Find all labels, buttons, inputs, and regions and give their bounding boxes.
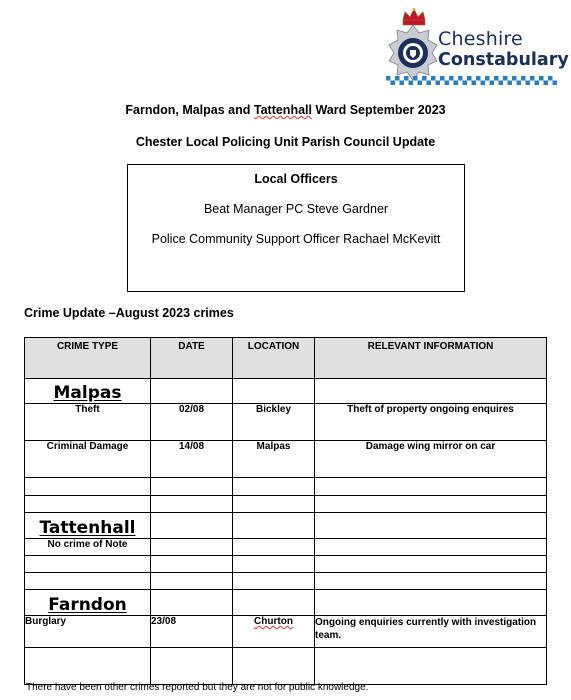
logo-line-1: Cheshire (438, 28, 523, 50)
date-cell: 14/08 (151, 441, 233, 478)
empty-row (25, 556, 547, 573)
area-label-farndon: Farndon (48, 595, 127, 615)
pcso: Police Community Support Officer Rachael McKevitt (151, 232, 441, 246)
table-header-row (25, 338, 547, 379)
header-crime-type: CRIME TYPE (25, 338, 151, 379)
table-row (25, 539, 547, 556)
info-cell: Damage wing mirror on car (315, 441, 547, 478)
logo-wordmark (438, 30, 569, 70)
area-label-tattenhall: Tattenhall (39, 518, 136, 538)
ward-title-pre: Farndon, Malpas and (125, 103, 254, 117)
header-relevant-information: RELEVANT INFORMATION (315, 338, 547, 379)
crime-type-cell: Theft (25, 404, 151, 441)
unit-title: Chester Local Policing Unit Parish Council Update (135, 135, 436, 149)
checkered-band-icon (386, 76, 558, 86)
table-row (25, 616, 547, 648)
logo-line-2: Constabulary (438, 50, 569, 70)
crime-table (24, 337, 547, 685)
crime-type-cell: Burglary (25, 616, 151, 648)
empty-row (25, 648, 547, 685)
crime-type-cell: Criminal Damage (25, 441, 151, 478)
empty-row (25, 478, 547, 496)
table-row (25, 441, 547, 478)
ward-title (0, 103, 571, 117)
footer-note: There have been other crimes reported but they are not for public knowledge. (26, 682, 369, 693)
area-label-malpas: Malpas (53, 383, 122, 403)
empty-row (25, 496, 547, 513)
crime-update-title: Crime Update –August 2023 crimes (24, 306, 234, 320)
empty-row (25, 573, 547, 590)
local-officers-box (127, 164, 465, 292)
info-cell: Ongoing enquiries currently with investigation team. (315, 616, 547, 648)
header-location: LOCATION (233, 338, 315, 379)
info-cell: Theft of property ongoing enquires (315, 404, 547, 441)
location-cell: Bickley (233, 404, 315, 441)
ward-title-post: Ward September 2023 (311, 103, 446, 117)
area-row-farndon (25, 590, 547, 616)
area-row-malpas (25, 379, 547, 404)
location-cell: Churton (254, 616, 293, 627)
location-cell: Malpas (233, 441, 315, 478)
header-date: DATE (151, 338, 233, 379)
date-cell: 23/08 (151, 616, 233, 648)
table-row (25, 404, 547, 441)
beat-manager: Beat Manager PC Steve Gardner (203, 202, 389, 216)
local-officers-title: Local Officers (254, 172, 338, 186)
ward-title-squiggle: Tattenhall (253, 103, 312, 117)
area-row-tattenhall (25, 513, 547, 539)
date-cell: 02/08 (151, 404, 233, 441)
no-crime-note: No crime of Note (25, 539, 151, 556)
